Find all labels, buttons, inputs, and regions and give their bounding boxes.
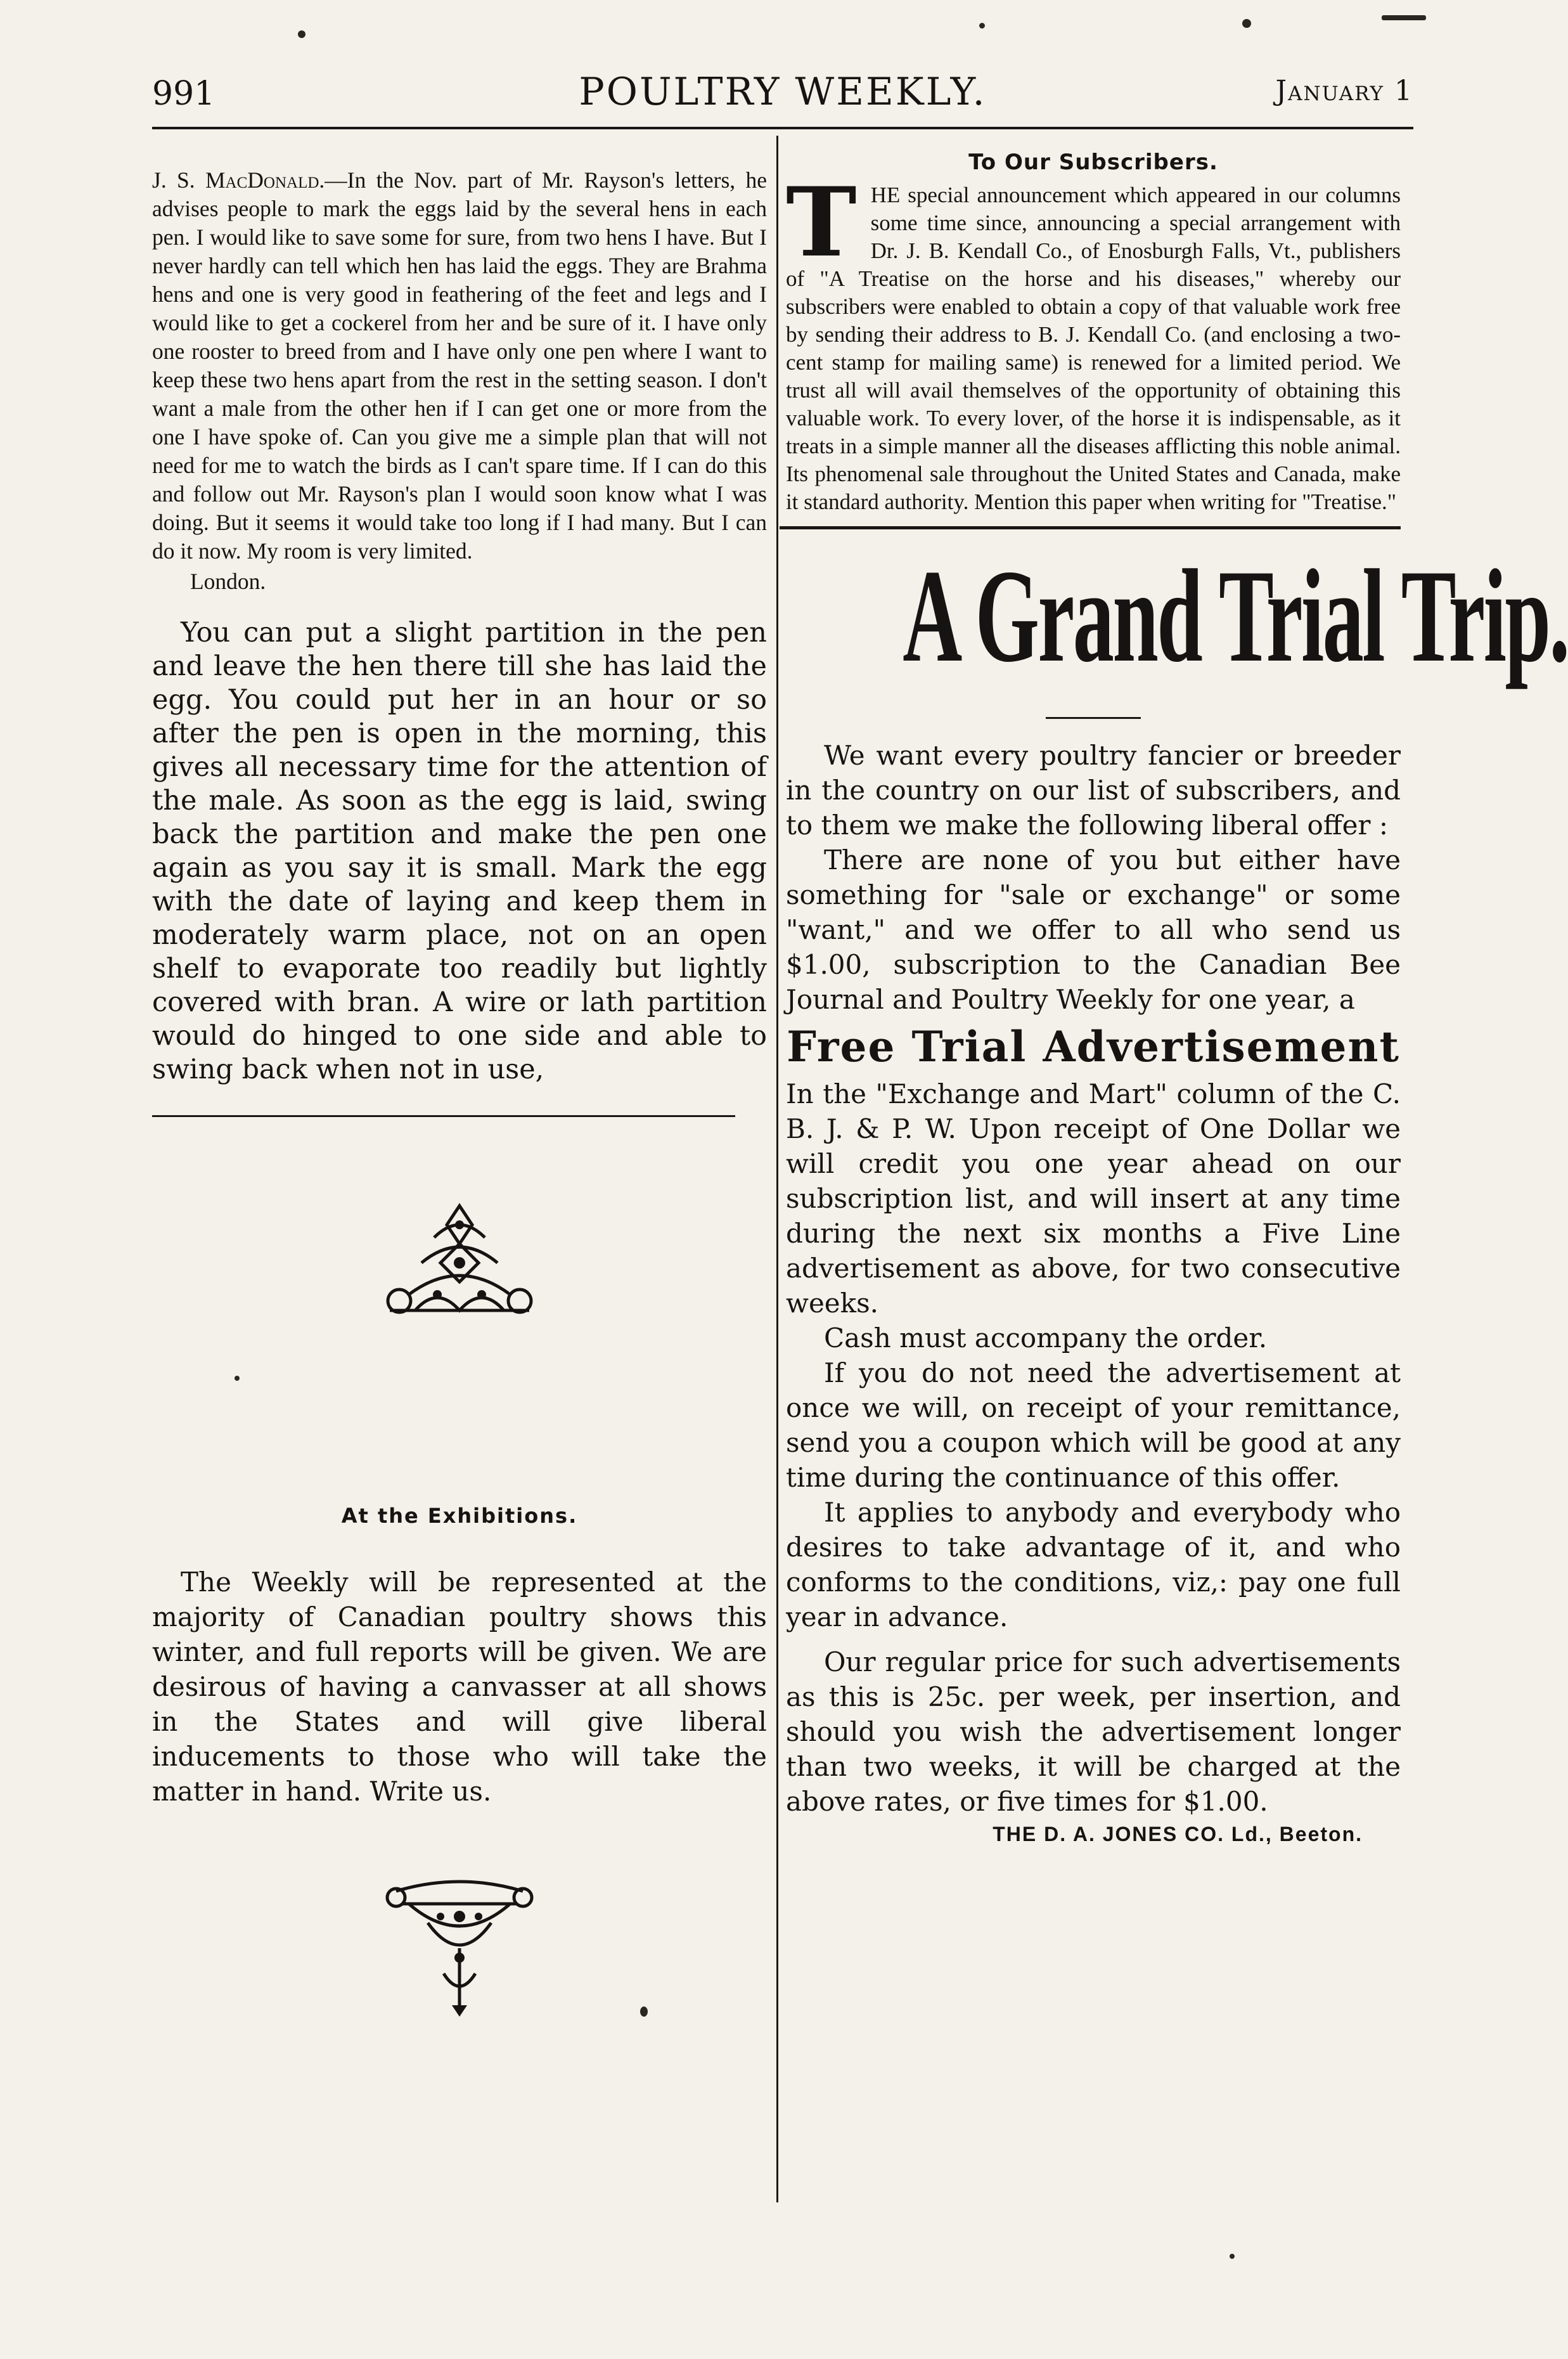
ornament-upper-icon (377, 1199, 542, 1326)
editor-reply: You can put a slight partition in the pen and leave the hen there till she has laid the egg. You could put her in an hour or so after the pen is open in the morning, this gives all necessary time for the attention of the male. As soon as the egg is laid, swing back the partition and make the pen one again as you say it is small. Mark the egg with the date of laying and keep them in moderately warm place, not on an open shelf to evaporate too readily but lightly covered with bran. A wire or lath partition would do hinged to one side and able to swing back when not in use, (152, 617, 767, 1085)
left-column (152, 166, 767, 2018)
journal-title: POULTRY WEEKLY. (579, 70, 987, 114)
regular-price-terms: Our regular price for such advertisements as this is 25c. per week, per insertion, and should you wish the advertisement longer than two weeks, it will be charged at the above rates, or five times for $1.00. (786, 1646, 1401, 1817)
section-rule (152, 1115, 735, 1117)
subscribers-notice (786, 167, 1401, 516)
column-divider (776, 136, 778, 2202)
page-header (152, 70, 1413, 120)
letter-text: —In the Nov. part of Mr. Rayson's letters, he advises people to mark the eggs laid by the several hens in each pen. I would like to save some for sure, from two hens I have. But I never hardly can tell which hen has laid the eggs. They are Brahma hens and one is very good in feathering of the feet and legs and I would like to get a cockerel from her and be sure of it. I have only one rooster to breed from and I have only one pen where I want to keep these two hens apart from the rest in the setting season. I don't want a male from the other hen if I can get one or more from the one I have spoke of. Can you give me a simple plan that will not need for me to watch the birds as I can't spare time. If I can do this and follow out Mr. Rayson's plan I would soon know what I was doing. But it seems it would take too long if I had many. But I can do it now. My room is very limited. (152, 167, 768, 564)
exhibitions-heading: At the Exhibitions. (341, 1504, 578, 1528)
letter-place: London. (190, 569, 266, 594)
free-trial-subhead: Free Trial Advertisement (787, 1022, 1400, 1071)
cash-note: Cash must accompany the order. (824, 1322, 1268, 1354)
right-column (786, 150, 1568, 1846)
issue-date: January 1 (1275, 75, 1413, 107)
reader-letter (152, 166, 767, 566)
letter-author: J. S. MacDonald. (152, 167, 325, 193)
scan-speck (640, 2007, 648, 2017)
subscribers-heading: To Our Subscribers. (968, 150, 1218, 175)
drop-cap: T (786, 167, 857, 278)
subscribers-text: HE special announcement which appeared in our columns some time since, announcing a special arrangement with Dr. J. B. Kendall Co., of Enosburgh Falls, Vt., publishers of "A Treatise on the horse and his diseases," whereby our subscribers were enabled to obtain a copy of that valuable work free by sending their address to B. J. Kendall Co. (and enclosing a two-cent stamp for mailing same) is renewed for a limited period. We trust all will avail themselves of the opportunity of obtaining this valuable work. To every lover, of the horse it is indispensable, as it treats in a simple manner all the diseases afflicting this noble animal. Its phenomenal sale throughout the United States and Canada, make it standard authority. Mention this paper when writing for "Treatise." (786, 183, 1401, 514)
printer-imprint: THE D. A. JONES CO. Ld., Beeton. (993, 1823, 1363, 1845)
scan-speck (298, 30, 305, 38)
scan-speck (1242, 19, 1251, 28)
notice-rule (780, 526, 1401, 529)
header-rule (152, 127, 1413, 129)
scan-speck (1382, 15, 1426, 20)
exchange-mart-terms: In the "Exchange and Mart" column of the C. B. J. & P. W. Upon receipt of One Dollar we will credit you one year ahead on our subscription list, and will insert at any time during the next six months a Five Line advertisement as above, for two consecutive weeks. (786, 1078, 1401, 1319)
page-number: 991 (152, 75, 215, 113)
scan-speck (1230, 2254, 1235, 2259)
eligibility-terms: It applies to anybody and everybody who desires to take advantage of it, and who conforms to the conditions, viz,: pay one full year in advance. (786, 1497, 1401, 1632)
scan-speck (235, 1376, 240, 1381)
coupon-terms: If you do not need the advertisement at once we will, on receipt of your remittance, send you a coupon which will be good at any time during the continuance of this offer. (786, 1357, 1401, 1493)
banner-rule (1046, 717, 1141, 719)
grand-trial-trip-banner: A Grand Trial Trip. (903, 543, 1568, 690)
offer-intro: We want every poultry fancier or breeder in the country on our list of subscribers, and to them we make the following liberal offer : (786, 740, 1401, 841)
ornament-lower-icon (383, 1878, 536, 2018)
exhibitions-notice: The Weekly will be represented at the majority of Canadian poultry shows this winter, and full reports will be given. We are desirous of having a canvasser at all shows in the States and will give liberal inducements to those who will take the matter in hand. Write us. (152, 1567, 767, 1807)
offer-details: There are none of you but either have something for "sale or exchange" or some "want," and we offer to all who send us $1.00, subscription to the Canadian Bee Journal and Poultry Weekly for one year, a (786, 844, 1401, 1015)
scan-speck (979, 23, 985, 29)
